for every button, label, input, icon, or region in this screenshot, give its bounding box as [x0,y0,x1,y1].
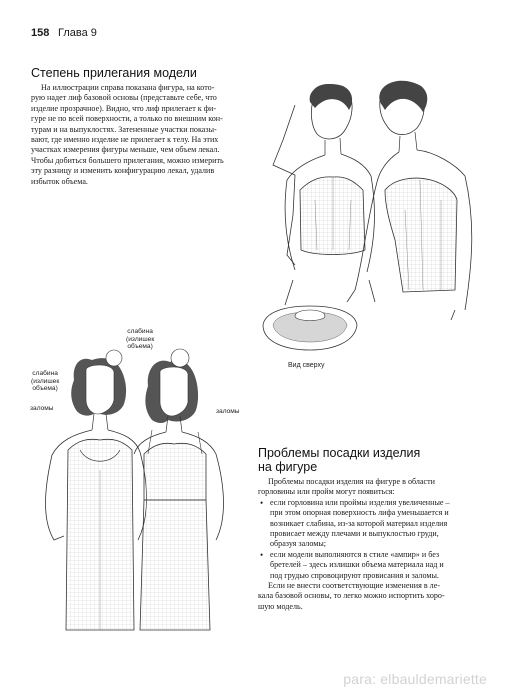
section1-line: изделие прозрачное). Видно, что лиф прилегает к фи- [31,103,217,113]
section2-intro-line: Проблемы посадки изделия на фигуре в области [268,477,436,486]
section1-line: эту разницу и изменить конфигурацию лекал, удалив [31,166,215,176]
bullet-item: • если модели выполняются в стиле «ампир» и без [258,550,476,560]
section2-outro-line: шую модель. [258,601,303,611]
section2-outro-line: Если не внести соответствующие изменения в ле- [268,581,441,591]
section1-line: На иллюстрации справа показана фигура, на кото- [41,83,215,92]
fit-problems-illustration [30,340,245,660]
top-view-caption: Вид сверху [288,362,325,369]
section2-intro-line: горловины или пройм могут появиться: [258,487,395,497]
section1-line: Чтобы добиться большего прилегания, можно измерить [31,155,224,165]
watermark: para: elbauldemariette [343,671,487,687]
label-slack-top: слабина (излишек объема) [126,328,155,350]
woman-large-neckline [46,350,147,630]
section2-outro-line: кала базовой основы, то легко можно испортить хоро- [258,591,445,601]
front-figure [285,84,375,305]
label-slack-left: слабина (излишек объема) [31,370,60,392]
section2-heading: Проблемы посадки изделия на фигуре [258,446,421,474]
woman-empire-style [134,349,224,630]
section1-line: рую надет лиф базовой основы (представьте себе, что [31,93,217,103]
page-number: 158 [31,27,50,39]
label-folds-left: заломы [30,405,54,412]
bodice-fit-illustration [255,80,495,380]
side-figure [347,81,472,320]
section1-line: участках измерения фигуры меньше, чем объем лекал. [31,145,220,155]
section1-line: избыток объема. [31,176,88,186]
top-view-diagram [263,306,357,350]
section2-body: Проблемы посадки изделия на фигуре в области горловины или пройм могут появиться: • если горловина или проймы изделия увеличенные – при этом опорная поверхность лифа уменьшается и возникает слабина, из-за которой материал изделия провисает между плечами и выпуклостью груди, образуя заломы; • если модели выполняются в стиле «ампир» и без бретелей – здесь излишки объема материала над и под грудью спровоцируют провисания и заломы. Если не внести соответствующие изменения в ле- кала базовой основы, то легко можно испортить хоро- шую модель. [258,477,476,612]
chapter-title: Глава 9 [58,27,97,39]
section1-line: вают, где именно изделие не прилегает к телу. На этих [31,135,219,145]
section1-body [31,83,247,187]
label-folds-right: заломы [216,408,240,415]
section1-line: турам и на выпуклостях. Затененные участки показы- [31,124,217,134]
section1-heading: Степень прилегания модели [31,66,197,80]
bullet-item: • если горловина или проймы изделия увеличенные – [258,498,476,508]
section1-line: гуре не по всей поверхности, а только по внешним кон- [31,114,223,124]
